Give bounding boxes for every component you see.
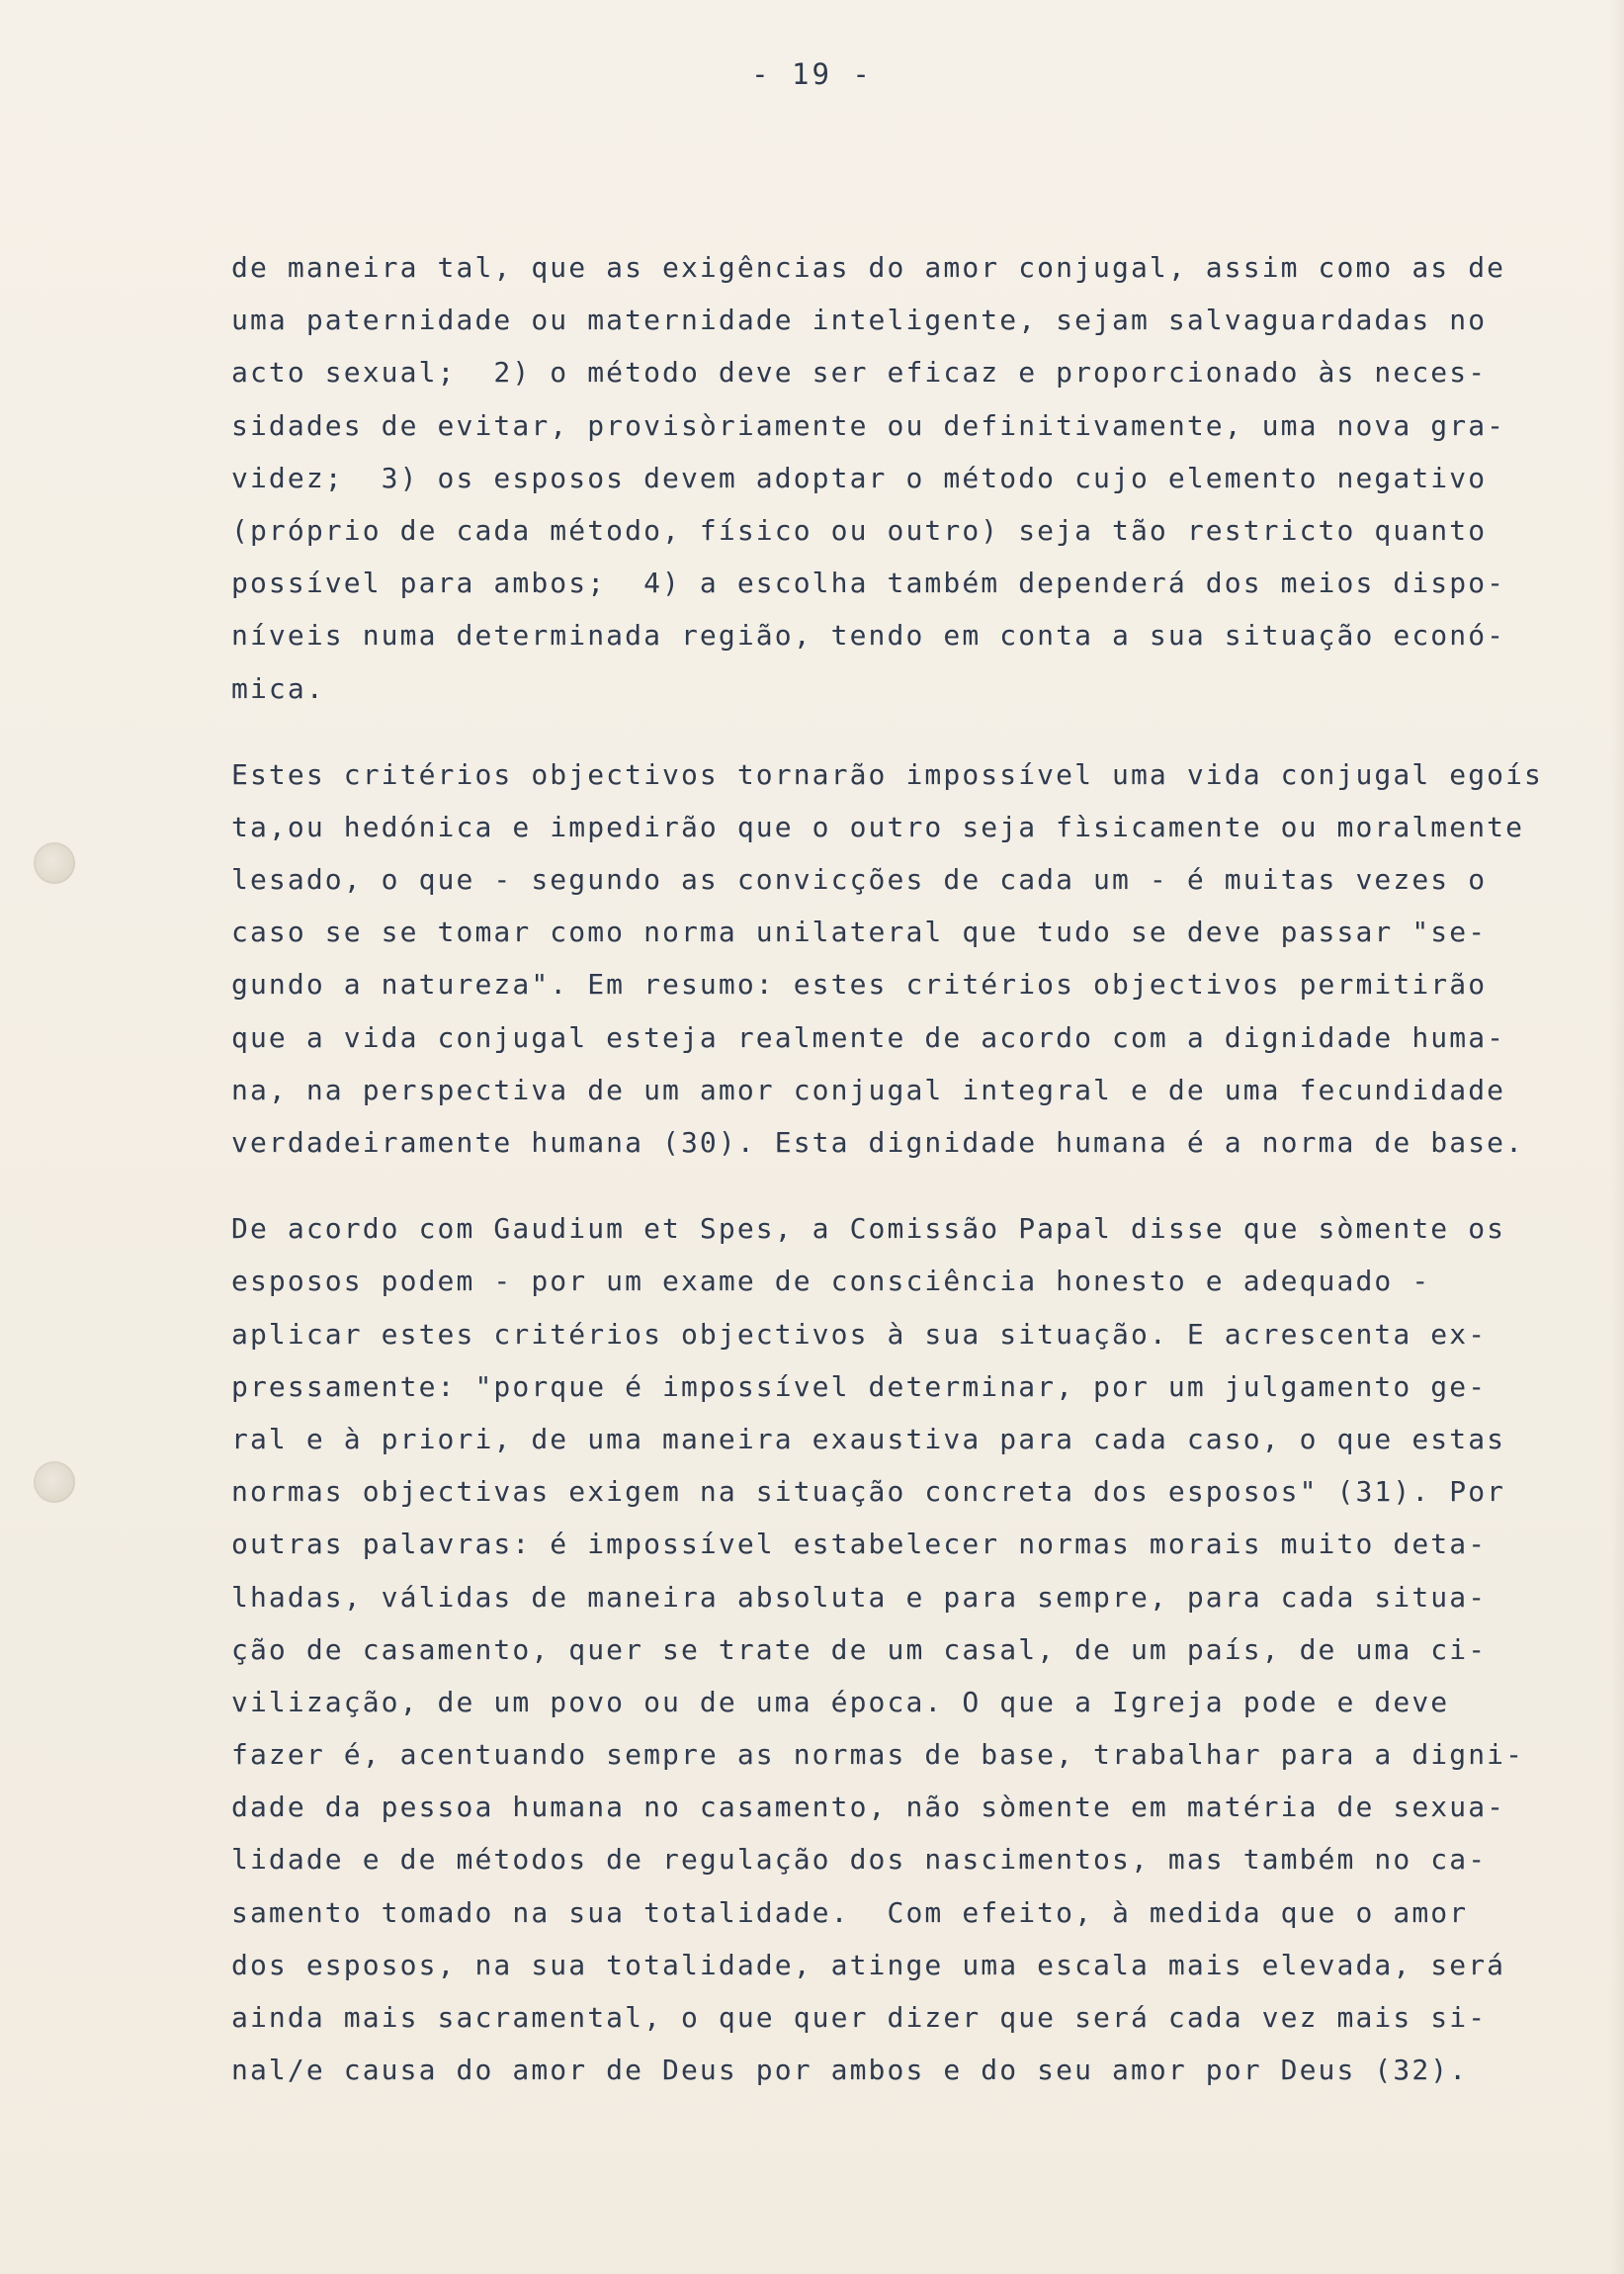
text-line: lesado, o que - segundo as convicções de cada um - é muitas vezes o [231,863,1488,897]
text-line: ção de casamento, quer se trate de um casal, de um país, de uma ci- [231,1632,1488,1666]
text-line: samento tomado na sua totalidade. Com efeito, à medida que o amor [231,1895,1469,1929]
text-line: De acordo com Gaudium et Spes, a Comissão Papal disse que sòmente os [231,1212,1506,1246]
text-line: aplicar estes critérios objectivos à sua situação. E acrescenta ex- [231,1317,1488,1351]
text-line: acto sexual; 2) o método deve ser eficaz e proporcionado às neces- [231,356,1488,390]
body-text [231,241,1556,2130]
text-line: pressamente: "porque é impossível determinar, por um julgamento ge- [231,1369,1488,1403]
text-line: na, na perspectiva de um amor conjugal integral e de uma fecundidade [231,1073,1506,1106]
text-line: ainda mais sacramental, o que quer dizer que será cada vez mais si- [231,2001,1488,2034]
text-line: dos esposos, na sua totalidade, atinge uma escala mais elevada, será [231,1948,1506,1981]
paragraph-3 [231,1202,1556,2096]
text-line: dade da pessoa humana no casamento, não sòmente em matéria de sexua- [231,1791,1506,1824]
text-line: Estes critérios objectivos tornarão impossível uma vida conjugal egoís [231,757,1544,791]
text-line: esposos podem - por um exame de consciência honesto e adequado - [231,1265,1431,1298]
text-line: fazer é, acentuando sempre as normas de base, trabalhar para a digni- [231,1738,1525,1772]
text-line: gundo a natureza". Em resumo: estes critérios objectivos permitirão [231,968,1488,1002]
page-edge-shadow [1610,0,1624,2274]
text-line: vilização, de um povo ou de uma época. O que a Igreja pode e deve [231,1685,1450,1718]
text-line: videz; 3) os esposos devem adoptar o método cujo elemento negativo [231,461,1488,494]
text-line: uma paternidade ou maternidade inteligente, sejam salvaguardadas no [231,304,1488,337]
text-line: outras palavras: é impossível estabelecer normas morais muito deta- [231,1528,1488,1561]
text-line: caso se se tomar como norma unilateral que tudo se deve passar "se- [231,916,1488,949]
text-line: (próprio de cada método, físico ou outro) seja tão restricto quanto [231,513,1488,547]
text-line: sidades de evitar, provisòriamente ou definitivamente, uma nova gra- [231,408,1506,442]
binder-hole-top [34,842,75,884]
binder-hole-bottom [34,1461,75,1503]
text-line: ral e à priori, de uma maneira exaustiva para cada caso, o que estas [231,1422,1506,1455]
text-line: verdadeiramente humana (30). Esta dignidade humana é a norma de base. [231,1126,1525,1159]
paragraph-1 [231,241,1556,715]
text-line: lidade e de métodos de regulação dos nascimentos, mas também no ca- [231,1843,1488,1877]
text-line: nal/e causa do amor de Deus por ambos e do seu amor por Deus (32). [231,2054,1469,2087]
paragraph-2 [231,748,1556,1170]
text-line: lhadas, válidas de maneira absoluta e para sempre, para cada situa- [231,1580,1488,1614]
page-number: - 19 - [751,57,873,91]
text-line: mica. [231,671,325,705]
text-line: de maneira tal, que as exigências do amor conjugal, assim como as de [231,251,1506,284]
text-line: níveis numa determinada região, tendo em conta a sua situação econó- [231,619,1506,653]
text-line: que a vida conjugal esteja realmente de acordo com a dignidade huma- [231,1020,1506,1054]
text-line: ta,ou hedónica e impedirão que o outro seja fìsicamente ou moralmente [231,810,1525,843]
text-line: normas objectivas exigem na situação concreta dos esposos" (31). Por [231,1475,1506,1509]
text-line: possível para ambos; 4) a escolha também dependerá dos meios dispo- [231,567,1506,600]
